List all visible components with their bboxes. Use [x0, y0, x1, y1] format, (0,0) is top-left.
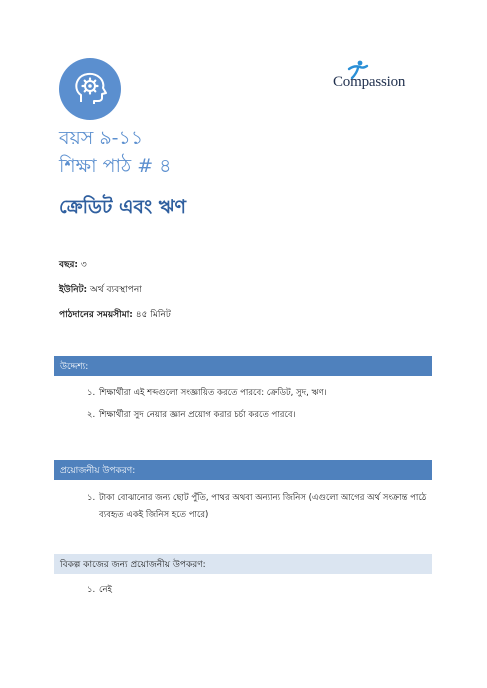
- objectives-heading: উদ্দেশ্য:: [54, 356, 432, 376]
- alt-materials-heading: বিকল্প কাজের জন্য প্রয়োজনীয় উপকরণ:: [54, 554, 432, 574]
- page-title: ক্রেডিট এবং ঋণ: [59, 196, 187, 218]
- list-item-continuation: ব্যবহৃত একই জিনিস হতে পারে): [99, 510, 209, 520]
- compassion-logo: [333, 60, 433, 100]
- age-range: বয়স ৯-১১: [59, 127, 144, 149]
- list-item: ২. শিক্ষার্থীরা সুদ নেয়ার জ্ঞান প্রয়োগ করার চর্চা করতে পারবে।: [87, 410, 296, 420]
- time-label: পাঠদানের সময়সীমা:: [59, 310, 133, 320]
- list-item: ১. টাকা বোঝানোর জন্য ছোট পুঁতি, পাথর অথবা অন্যান্য জিনিস (এগুলো আগের অর্থ সংক্রান্ত পাঠে: [87, 493, 427, 503]
- year-value: ৩: [80, 260, 87, 270]
- unit-value: অর্থ ব্যবস্থাপনা: [90, 285, 142, 295]
- lesson-number: শিক্ষা পাঠ # ৪: [59, 155, 172, 177]
- list-item: ১. নেই: [87, 585, 112, 595]
- brain-gear-icon: [59, 58, 121, 120]
- meta-unit: [59, 282, 142, 297]
- logo-text: Compassion: [333, 74, 406, 90]
- meta-year: [59, 257, 87, 272]
- materials-heading: প্রয়োজনীয় উপকরণ:: [54, 460, 432, 480]
- year-label: বছর:: [59, 260, 79, 270]
- meta-time: [59, 307, 171, 322]
- time-value: ৪৫ মিনিট: [135, 310, 171, 320]
- list-item: ১. শিক্ষার্থীরা এই শব্দগুলো সংজ্ঞায়িত করতে পারবে: ক্রেডিট, সুদ, ঋণ।: [87, 388, 327, 398]
- unit-label: ইউনিট:: [59, 285, 88, 295]
